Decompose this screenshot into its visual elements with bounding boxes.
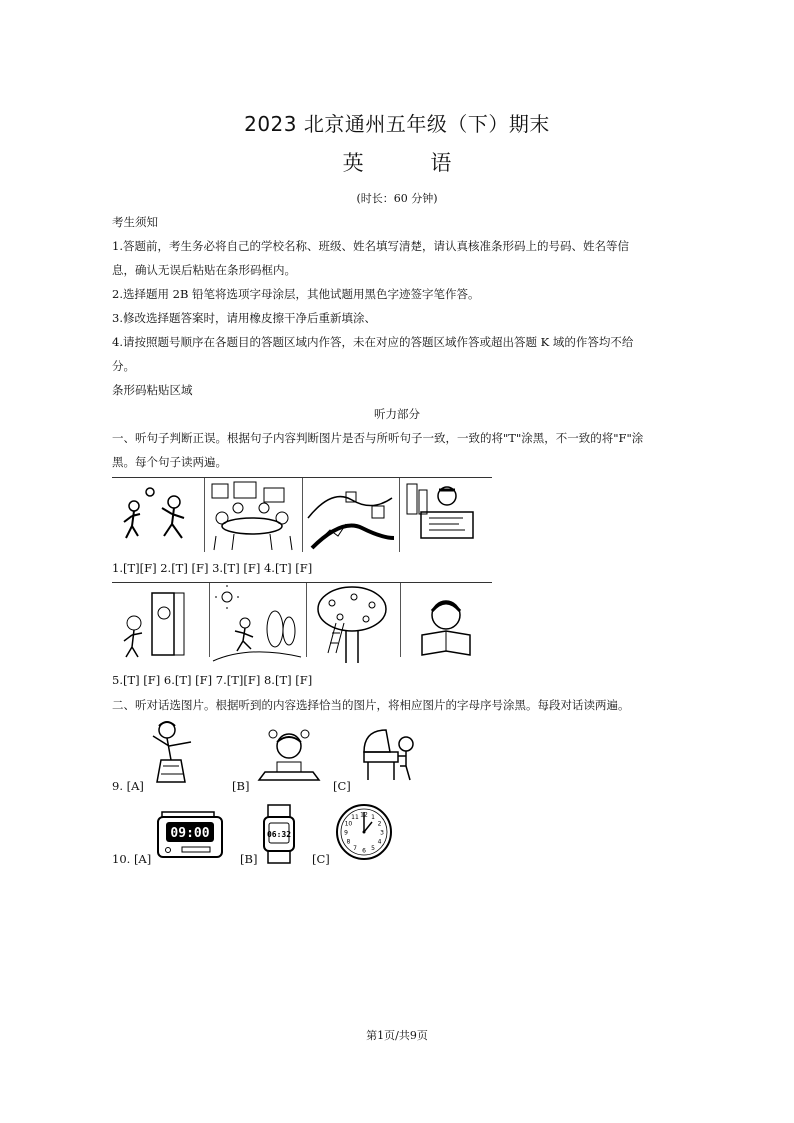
row1-answer-labels: 1.[T][F] 2.[T] [F] 3.[T] [F] 4.[T] [F] [112,561,313,575]
digital-alarm-clock-picture [156,810,224,862]
picture-strip-row-2 [112,582,492,657]
great-wall-picture [302,478,400,552]
clock-numeral: 2 [377,820,382,828]
q10-option-a[interactable]: 10. [A] [112,852,152,866]
girl-writing-picture [255,724,327,784]
q9-option-a[interactable]: 9. [A] [112,779,144,793]
notice-line-1a: 1.答题前，考生务必将自己的学校名称、班级、姓名填写清楚，请认真核准条形码上的号码、姓名等信 [112,239,629,253]
man-reading-map-picture [399,478,492,552]
listening-heading: 听力部分 [374,407,420,421]
page-title: 2023 北京通州五年级（下）期末 [244,112,550,136]
smart-watch-picture [260,803,300,865]
picture-strip-row-1 [112,477,492,552]
row2-answer-labels: 5.[T] [F] 6.[T] [F] 7.[T][F] 8.[T] [F] [112,673,313,687]
kids-playing-football-picture [112,478,205,552]
clock-numeral: 6 [362,847,366,855]
barcode-area-label: 条形码粘贴区域 [112,383,193,397]
clock-numeral: 4 [377,838,382,846]
clock-numeral: 10 [344,820,353,828]
q10-option-c[interactable]: [C] [312,852,330,866]
kids-at-door-picture [112,583,210,657]
q10-option-b[interactable]: [B] [240,852,258,866]
alarm-clock-time: 09:00 [170,826,210,841]
page-number: 第1页/共9页 [366,1029,428,1042]
part2-instructions: 二、听对话选图片。根据听到的内容选择恰当的图片，将相应图片的字母序号涂黑。每段对话读两遍。 [112,698,630,712]
notice-line-4b: 分。 [112,359,135,373]
part1-instructions-b: 黑。每个句子读两遍。 [112,455,227,469]
boy-reading-book-picture [400,583,492,657]
q9-option-b[interactable]: [B] [232,779,250,793]
girl-dancing-picture [145,716,215,788]
clock-numeral: 1 [371,813,375,821]
clock-numeral: 8 [346,838,351,846]
clock-numeral: 5 [371,845,375,853]
q9-option-c[interactable]: [C] [333,779,351,793]
smart-watch-time: 06:32 [266,830,292,839]
clock-numeral: 12 [360,811,368,819]
clock-numeral: 9 [344,829,348,837]
girl-playing-piano-picture [360,722,422,784]
notice-line-3: 3.修改选择题答案时，请用橡皮擦干净后重新填涂、 [112,311,376,325]
exam-duration: (时长：60 分钟) [356,192,438,205]
subject-title: 英 语 [342,151,482,175]
notice-line-2: 2.选择题用 2B 铅笔将选项字母涂层，其他试题用黑色字迹签字笔作答。 [112,287,480,301]
clock-numeral: 11 [351,813,359,821]
family-dinner-picture [204,478,303,552]
analog-clock-picture [334,802,394,862]
clock-numeral: 7 [353,845,357,853]
child-running-in-park-picture [209,583,307,657]
notice-heading: 考生须知 [112,215,158,229]
clock-numeral: 3 [380,829,384,837]
notice-line-4a: 4.请按照题号顺序在各题目的答题区域内作答，未在对应的答题区域作答或超出答题 K 域的作答均不给 [112,335,634,349]
part1-instructions-a: 一、听句子判断正误。根据句子内容判断图片是否与所听句子一致，一致的将"T"涂黑，不一致的将"F"涂 [112,431,644,445]
apple-tree-picture [306,583,401,657]
notice-line-1b: 息，确认无误后粘贴在条形码框内。 [112,263,296,277]
